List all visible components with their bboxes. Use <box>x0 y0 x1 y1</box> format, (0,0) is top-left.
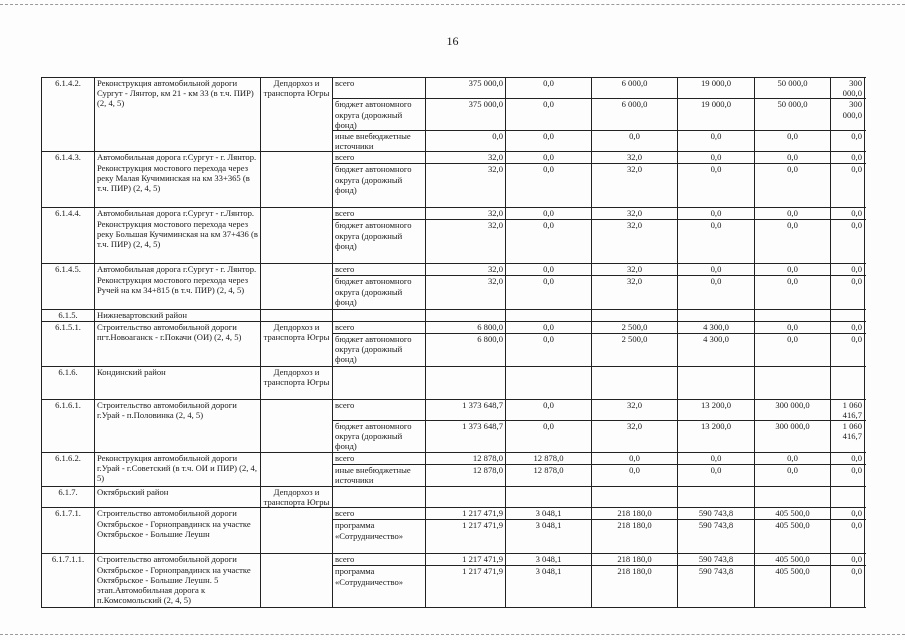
year-value: 6 000,0 <box>592 78 678 99</box>
funding-source: всего <box>333 152 426 164</box>
year-value: 0,0 <box>831 264 865 276</box>
year-value: 0,0 <box>831 520 865 554</box>
year-value: 32,0 <box>592 152 678 164</box>
funding-source <box>333 310 426 321</box>
year-value: 218 180,0 <box>592 566 678 608</box>
total-value: 32,0 <box>426 276 506 310</box>
funding-source <box>333 487 426 508</box>
year-value: 0,0 <box>506 164 592 208</box>
funding-source: программа «Сотрудничество» <box>333 566 426 608</box>
year-value: 0,0 <box>831 453 865 465</box>
total-value: 6 800,0 <box>426 333 506 366</box>
responsible-executor <box>261 453 333 487</box>
year-value: 0,0 <box>506 276 592 310</box>
item-name: Нижневартовский район <box>95 310 261 321</box>
year-value: 19 000,0 <box>678 99 755 131</box>
total-value: 375 000,0 <box>426 99 506 131</box>
year-value: 50 000,0 <box>755 78 831 99</box>
year-value: 0,0 <box>831 566 865 608</box>
item-code: 6.1.4.4. <box>42 208 95 264</box>
year-value: 13 200,0 <box>678 399 755 420</box>
item-code: 6.1.5. <box>42 310 95 321</box>
funding-source: бюджет автономного округа (дорожный фонд) <box>333 220 426 264</box>
budget-table <box>41 77 865 608</box>
year-value: 0,0 <box>592 453 678 465</box>
year-value <box>755 310 831 321</box>
year-value: 1 060 416,7 <box>831 421 865 453</box>
responsible-executor <box>261 508 333 554</box>
total-value: 0,0 <box>426 131 506 152</box>
year-value: 300 000,0 <box>831 78 865 99</box>
item-code: 6.1.5.1. <box>42 321 95 366</box>
year-value: 0,0 <box>755 164 831 208</box>
year-value: 0,0 <box>755 276 831 310</box>
year-value: 0,0 <box>506 99 592 131</box>
funding-source: всего <box>333 554 426 566</box>
year-value: 0,0 <box>831 208 865 220</box>
year-value <box>678 366 755 399</box>
year-value: 0,0 <box>506 399 592 420</box>
funding-source: всего <box>333 453 426 465</box>
year-value: 3 048,1 <box>506 566 592 608</box>
total-value: 12 878,0 <box>426 453 506 465</box>
item-name: Октябрьский район <box>95 487 261 508</box>
year-value: 300 000,0 <box>831 99 865 131</box>
responsible-executor <box>261 554 333 608</box>
funding-source: бюджет автономного округа (дорожный фонд) <box>333 99 426 131</box>
table-row <box>42 399 865 420</box>
funding-source: бюджет автономного округа (дорожный фонд) <box>333 421 426 453</box>
year-value: 0,0 <box>678 465 755 487</box>
responsible-executor: Депдорхоз и транспорта Югры <box>261 78 333 152</box>
year-value: 0,0 <box>592 131 678 152</box>
year-value: 0,0 <box>506 78 592 99</box>
table-row <box>42 366 865 399</box>
table-row <box>42 78 865 99</box>
responsible-executor <box>261 152 333 208</box>
year-value: 0,0 <box>755 220 831 264</box>
funding-source: бюджет автономного округа (дорожный фонд) <box>333 276 426 310</box>
total-value: 32,0 <box>426 152 506 164</box>
year-value <box>592 487 678 508</box>
year-value <box>831 366 865 399</box>
year-value: 0,0 <box>755 321 831 333</box>
total-value <box>426 310 506 321</box>
year-value: 50 000,0 <box>755 99 831 131</box>
table-row <box>42 554 865 566</box>
item-name: Реконструкция автомобильной дороги г.Урай - г.Советский (в т.ч. ОИ и ПИР) (2, 4, 5) <box>95 453 261 487</box>
year-value: 405 500,0 <box>755 520 831 554</box>
year-value <box>678 487 755 508</box>
year-value: 3 048,1 <box>506 520 592 554</box>
year-value: 0,0 <box>506 421 592 453</box>
item-code: 6.1.6.1. <box>42 399 95 452</box>
year-value: 405 500,0 <box>755 554 831 566</box>
year-value: 3 048,1 <box>506 554 592 566</box>
year-value: 32,0 <box>592 421 678 453</box>
year-value: 0,0 <box>831 220 865 264</box>
year-value: 0,0 <box>592 465 678 487</box>
funding-source <box>333 366 426 399</box>
year-value: 0,0 <box>755 208 831 220</box>
year-value: 0,0 <box>831 554 865 566</box>
year-value: 32,0 <box>592 208 678 220</box>
year-value: 0,0 <box>506 321 592 333</box>
item-code: 6.1.6.2. <box>42 453 95 487</box>
year-value: 0,0 <box>755 131 831 152</box>
table-row <box>42 321 865 333</box>
year-value: 0,0 <box>831 152 865 164</box>
year-value: 32,0 <box>592 164 678 208</box>
year-value: 6 000,0 <box>592 99 678 131</box>
funding-source: всего <box>333 208 426 220</box>
year-value: 32,0 <box>592 399 678 420</box>
funding-source: всего <box>333 78 426 99</box>
item-name: Автомобильная дорога г.Сургут - г. Лянтор. Реконструкция мостового перехода через реку Малая Кучиминская на км 33+365 (в т.ч. ПИР) (2, 4, 5) <box>95 152 261 208</box>
funding-source: всего <box>333 508 426 520</box>
year-value: 300 000,0 <box>755 421 831 453</box>
year-value: 4 300,0 <box>678 333 755 366</box>
item-code: 6.1.4.3. <box>42 152 95 208</box>
year-value: 0,0 <box>678 453 755 465</box>
year-value: 2 500,0 <box>592 321 678 333</box>
total-value: 32,0 <box>426 264 506 276</box>
total-value: 1 217 471,9 <box>426 508 506 520</box>
item-name: Строительство автомобильной дороги пгт.Новоаганск - г.Покачи (ОИ) (2, 4, 5) <box>95 321 261 366</box>
funding-source: всего <box>333 399 426 420</box>
year-value <box>678 310 755 321</box>
year-value: 590 743,8 <box>678 566 755 608</box>
year-value <box>506 310 592 321</box>
year-value: 0,0 <box>831 164 865 208</box>
year-value: 590 743,8 <box>678 554 755 566</box>
year-value: 218 180,0 <box>592 508 678 520</box>
funding-source: иные внебюджетные источники <box>333 465 426 487</box>
table-row <box>42 487 865 508</box>
year-value <box>831 310 865 321</box>
year-value: 2 500,0 <box>592 333 678 366</box>
item-name: Кондинский район <box>95 366 261 399</box>
total-value: 375 000,0 <box>426 78 506 99</box>
total-value: 1 217 471,9 <box>426 554 506 566</box>
year-value: 0,0 <box>678 264 755 276</box>
year-value: 0,0 <box>506 220 592 264</box>
year-value: 0,0 <box>506 208 592 220</box>
table-body <box>42 78 865 608</box>
item-name: Строительство автомобильной дороги Октябрьское - Горноправдинск на участке Октябрьское - Большие Леушн. 5 этап.Автомобильная дорога к п.Комсомольский (2, 4, 5) <box>95 554 261 608</box>
year-value: 590 743,8 <box>678 520 755 554</box>
year-value: 12 878,0 <box>506 453 592 465</box>
year-value: 0,0 <box>831 321 865 333</box>
item-name: Автомобильная дорога г.Сургут - г. Лянтор. Реконструкция мостового перехода через Ручей на км 34+815 (в т.ч. ПИР) (2, 4, 5) <box>95 264 261 310</box>
total-value <box>426 487 506 508</box>
year-value: 405 500,0 <box>755 508 831 520</box>
item-code: 6.1.4.2. <box>42 78 95 152</box>
year-value: 0,0 <box>506 333 592 366</box>
total-value: 1 217 471,9 <box>426 520 506 554</box>
year-value: 0,0 <box>831 465 865 487</box>
total-value: 32,0 <box>426 164 506 208</box>
total-value: 32,0 <box>426 208 506 220</box>
year-value <box>755 366 831 399</box>
year-value: 0,0 <box>755 453 831 465</box>
year-value: 1 060 416,7 <box>831 399 865 420</box>
funding-source: программа «Сотрудничество» <box>333 520 426 554</box>
item-name: Строительство автомобильной дороги Октябрьское - Горноправдинск на участке Октябрьское - Большие Леушн <box>95 508 261 554</box>
item-code: 6.1.7. <box>42 487 95 508</box>
item-code: 6.1.6. <box>42 366 95 399</box>
table-row <box>42 208 865 220</box>
year-value: 3 048,1 <box>506 508 592 520</box>
table-row <box>42 152 865 164</box>
item-name: Реконструкция автомобильной дороги Сургут - Лянтор, км 21 - км 33 (в т.ч. ПИР) (2, 4, 5) <box>95 78 261 152</box>
total-value: 1 217 471,9 <box>426 566 506 608</box>
scan-edge-top <box>0 4 905 5</box>
scan-edge-bottom <box>0 634 905 635</box>
responsible-executor: Депдорхоз и транспорта Югры <box>261 487 333 508</box>
year-value: 0,0 <box>755 465 831 487</box>
responsible-executor <box>261 208 333 264</box>
year-value: 218 180,0 <box>592 520 678 554</box>
page-number: 16 <box>446 34 459 48</box>
year-value: 32,0 <box>592 220 678 264</box>
year-value: 32,0 <box>592 264 678 276</box>
table-row <box>42 264 865 276</box>
year-value: 0,0 <box>755 264 831 276</box>
total-value: 32,0 <box>426 220 506 264</box>
funding-source: иные внебюджетные источники <box>333 131 426 152</box>
year-value <box>506 366 592 399</box>
total-value: 1 373 648,7 <box>426 399 506 420</box>
year-value: 0,0 <box>755 333 831 366</box>
year-value: 218 180,0 <box>592 554 678 566</box>
year-value: 0,0 <box>678 220 755 264</box>
funding-source: всего <box>333 264 426 276</box>
year-value: 32,0 <box>592 276 678 310</box>
year-value: 0,0 <box>678 276 755 310</box>
total-value <box>426 366 506 399</box>
total-value: 6 800,0 <box>426 321 506 333</box>
year-value: 0,0 <box>831 508 865 520</box>
year-value: 0,0 <box>506 131 592 152</box>
year-value: 590 743,8 <box>678 508 755 520</box>
item-name: Строительство автомобильной дороги г.Урай - п.Половинка (2, 4, 5) <box>95 399 261 452</box>
year-value: 405 500,0 <box>755 566 831 608</box>
year-value <box>592 366 678 399</box>
item-code: 6.1.7.1. <box>42 508 95 554</box>
table-row <box>42 453 865 465</box>
funding-source: бюджет автономного округа (дорожный фонд) <box>333 164 426 208</box>
table-row <box>42 310 865 321</box>
year-value: 0,0 <box>831 276 865 310</box>
responsible-executor: Депдорхоз и транспорта Югры <box>261 366 333 399</box>
year-value <box>831 487 865 508</box>
year-value: 0,0 <box>506 152 592 164</box>
total-value: 1 373 648,7 <box>426 421 506 453</box>
year-value: 19 000,0 <box>678 78 755 99</box>
responsible-executor <box>261 310 333 321</box>
year-value: 0,0 <box>678 208 755 220</box>
item-name: Автомобильная дорога г.Сургут - г.Лянтор. Реконструкция мостового перехода через реку Большая Кучиминская на км 37+436 (в т.ч. ПИР) (2, 4, 5) <box>95 208 261 264</box>
year-value: 0,0 <box>831 131 865 152</box>
item-code: 6.1.7.1.1. <box>42 554 95 608</box>
year-value: 0,0 <box>678 131 755 152</box>
item-code: 6.1.4.5. <box>42 264 95 310</box>
responsible-executor <box>261 399 333 452</box>
year-value: 0,0 <box>678 152 755 164</box>
total-value: 12 878,0 <box>426 465 506 487</box>
funding-source: всего <box>333 321 426 333</box>
year-value: 12 878,0 <box>506 465 592 487</box>
table-row <box>42 508 865 520</box>
year-value <box>755 487 831 508</box>
funding-source: бюджет автономного округа (дорожный фонд) <box>333 333 426 366</box>
year-value: 300 000,0 <box>755 399 831 420</box>
year-value: 4 300,0 <box>678 321 755 333</box>
year-value <box>506 487 592 508</box>
year-value: 0,0 <box>831 333 865 366</box>
year-value: 0,0 <box>678 164 755 208</box>
year-value: 0,0 <box>506 264 592 276</box>
year-value <box>592 310 678 321</box>
responsible-executor <box>261 264 333 310</box>
responsible-executor: Депдорхоз и транспорта Югры <box>261 321 333 366</box>
year-value: 13 200,0 <box>678 421 755 453</box>
year-value: 0,0 <box>755 152 831 164</box>
